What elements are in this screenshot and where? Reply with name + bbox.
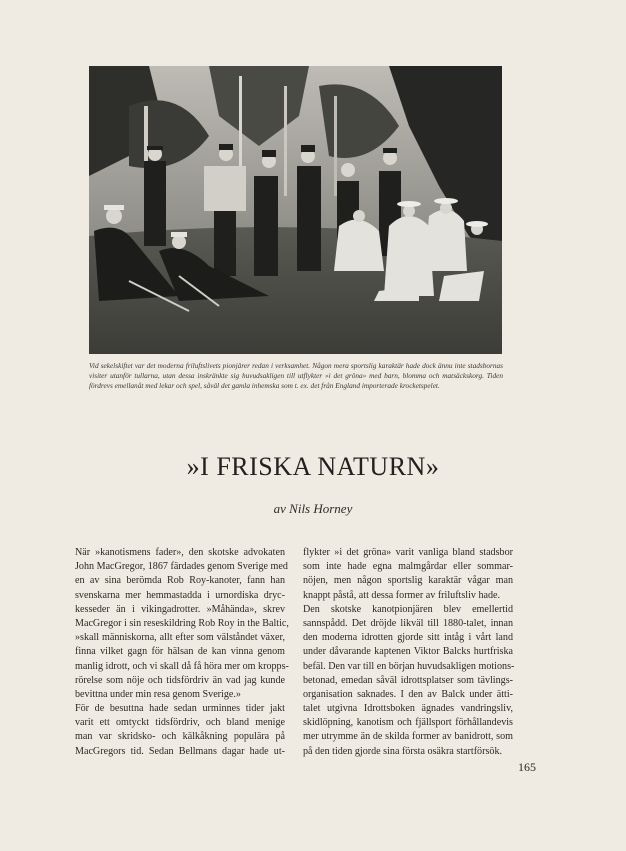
text-line: organisation saknades. I den av Balck under ätti- [303, 688, 513, 700]
text-line: svenskarna mer hemmastadda i urnordiska dryc- [75, 589, 285, 601]
text-line: När »kanotismens fader», den skotske advokaten [75, 547, 285, 558]
text-line: rörelse som nöje och tidsfördriv än vad jag kunde [75, 674, 285, 686]
photo-caption: Vid sekelskiftet var det moderna friluftslivets pionjärer redan i verksamhet. Någon mera sportslig karaktär hade dock ännu inte stadsbornas visiter utanför tullarna, utan dessa inskränkte sig huvudsakligen till utflykter »i det gröna» med barn, blomma och matsäckskorg. Tiden fördrevs emellanåt med lekar och spel, såväl det gamla inhemska som t. ex. det från England importerade krocketspelet. [89, 361, 503, 390]
text-line: mer utrymme än de skilda former av banidrott, som [303, 731, 513, 743]
text-line: man var skridsko- och kälkåkning populära på [75, 731, 285, 743]
text-column-left [75, 546, 289, 759]
text-line: John MacGregor, 1867 färdades genom Sverige med [75, 561, 288, 573]
text-line: »skall människorna, allt efter som välståndet växer, [75, 632, 285, 644]
text-line: bevittna under min resa genom Sverige.» [75, 688, 241, 700]
text-line: manlig idrott, och vi skall då få höra mer om kropps- [75, 660, 289, 672]
text-line: finna vilket gagn för hälsan de kan vinna genom [75, 646, 285, 658]
article-byline: av Nils Horney [273, 501, 353, 516]
text-line: under dåvarande kaptenen Viktor Balcks hurtfriska [303, 646, 513, 658]
text-line: flykter »i det gröna» varit vanliga bland stadsbor [303, 547, 513, 558]
text-line: talet utgivna Idrottsboken ägnades vandringsliv, [303, 703, 513, 715]
text-line: MacGregor i sin reseskildring Rob Roy in the Baltic, [75, 617, 289, 629]
text-line: en av sina berömda Rob Roy-kanoter, fann han [75, 575, 285, 587]
text-line: betonad, emedan såväl idrottsplatser som tävlings- [303, 674, 513, 686]
text-line: som inte hade egna malmgårdar eller sommar- [303, 561, 513, 573]
text-line: sannspådd. Det dröjde likväl till 1880-talet, innan [303, 617, 513, 629]
page-number: 165 [518, 760, 536, 774]
text-line: kesseder än i vikingadrotter. »Måhända», skrev [75, 603, 285, 615]
text-line: befäl. Den var till en början huvudsakligen motions- [303, 660, 515, 672]
text-line: För de besuttna hade sedan urminnes tider jakt [75, 703, 285, 715]
text-line: varit ett omtyckt tidsfördriv, och bland menige [75, 717, 285, 729]
article-title: »I FRISKA NATURN» [186, 452, 440, 481]
historical-group-photo [89, 66, 502, 354]
text-line: nöjen, men någon sportslig karaktär vågar man [303, 575, 513, 587]
text-line: MacGregors tid. Sedan Bellmans dagar hade ut- [75, 745, 285, 757]
text-line: skidlöpning, kanotism och fjällsport förhållandevis [303, 717, 513, 729]
group-photo-illustration [89, 66, 502, 354]
text-line: den moderna idrotten gjorde sitt intåg i vårt land [303, 632, 513, 644]
text-column-right [303, 546, 513, 759]
text-line: på den tiden gjorde sina första osäkra startförsök. [303, 745, 503, 757]
text-line: Den skotske kanotpionjären blev emellertid [303, 603, 513, 615]
text-line: knappt påstå, att dessa former av friluftsliv hade. [303, 589, 501, 601]
